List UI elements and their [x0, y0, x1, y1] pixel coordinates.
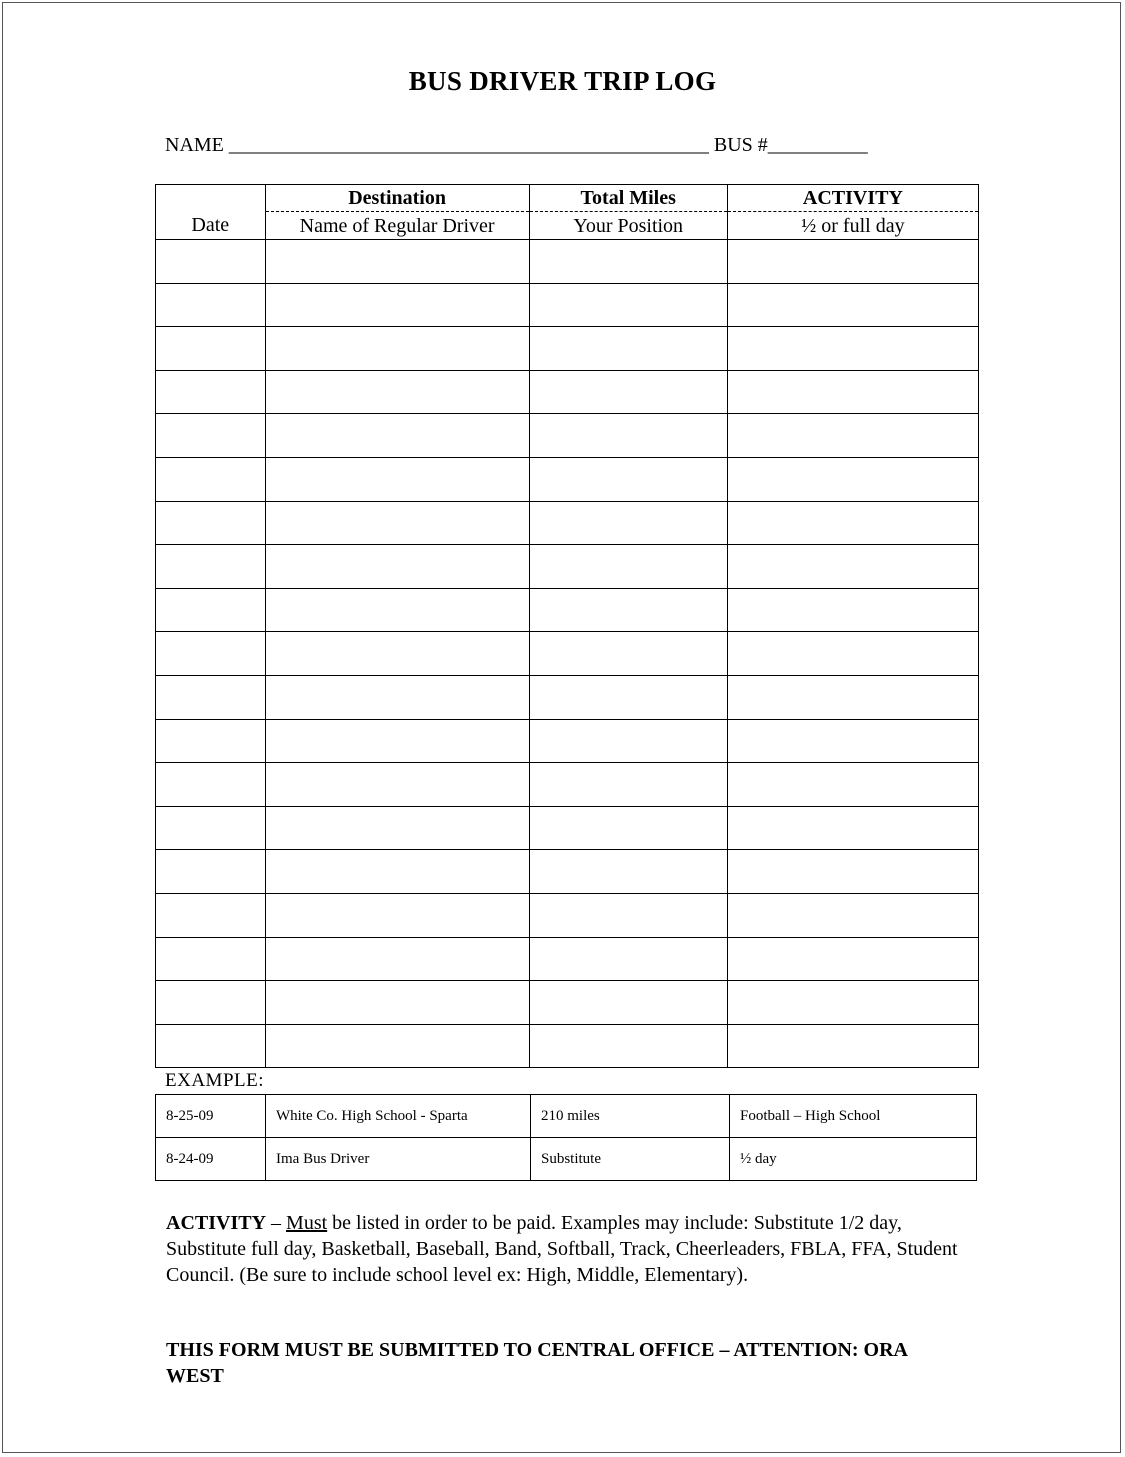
log-cell-activity[interactable]: [727, 763, 978, 807]
log-cell-activity[interactable]: [727, 806, 978, 850]
log-cell-activity[interactable]: [727, 981, 978, 1025]
log-cell-date[interactable]: [156, 806, 266, 850]
form-title: BUS DRIVER TRIP LOG: [408, 66, 717, 96]
table-row: [156, 937, 979, 981]
table-row: [156, 850, 979, 894]
log-cell-date[interactable]: [156, 719, 266, 763]
log-cell-miles[interactable]: [529, 588, 727, 632]
example-date: 8-25-09: [156, 1095, 266, 1138]
activity-note-text: be listed in order to be paid. Examples may include: Substitute 1/2 day, Substitute full day, Basketball, Baseball, Band, Softball, Track, Cheerleaders, FBLA, FFA, Student Council. (Be sure to include school level ex: High, Middle, Elementary).: [166, 1212, 958, 1286]
activity-note: [166, 1210, 966, 1288]
log-cell-activity[interactable]: [727, 501, 978, 545]
log-cell-date[interactable]: [156, 1024, 266, 1068]
log-cell-activity[interactable]: [727, 850, 978, 894]
log-cell-date[interactable]: [156, 981, 266, 1025]
log-cell-date[interactable]: [156, 893, 266, 937]
log-cell-destination[interactable]: [265, 327, 529, 371]
table-row: [156, 632, 979, 676]
log-cell-miles[interactable]: [529, 283, 727, 327]
log-cell-activity[interactable]: [727, 457, 978, 501]
table-row: [156, 806, 979, 850]
example-position: Substitute: [531, 1138, 730, 1181]
log-cell-miles[interactable]: [529, 719, 727, 763]
log-cell-miles[interactable]: [529, 1024, 727, 1068]
log-cell-date[interactable]: [156, 763, 266, 807]
log-cell-date[interactable]: [156, 850, 266, 894]
table-row: [156, 501, 979, 545]
header-activity-label: ACTIVITY: [728, 185, 978, 212]
log-cell-destination[interactable]: [265, 850, 529, 894]
log-cell-date[interactable]: [156, 501, 266, 545]
example-row: [156, 1138, 977, 1181]
table-row: [156, 763, 979, 807]
example-activity: Football – High School: [730, 1095, 977, 1138]
log-cell-destination[interactable]: [265, 763, 529, 807]
table-row: [156, 414, 979, 458]
example-table: [155, 1094, 977, 1181]
log-cell-miles[interactable]: [529, 327, 727, 371]
log-cell-activity[interactable]: [727, 675, 978, 719]
log-cell-date[interactable]: [156, 545, 266, 589]
log-cell-activity[interactable]: [727, 1024, 978, 1068]
header-activity: [727, 185, 978, 240]
log-cell-destination[interactable]: [265, 981, 529, 1025]
log-cell-activity[interactable]: [727, 327, 978, 371]
header-position-label: Your Position: [573, 215, 684, 237]
log-cell-date[interactable]: [156, 327, 266, 371]
activity-note-dash: –: [266, 1212, 287, 1234]
trip-log-table: [155, 184, 979, 1068]
log-cell-miles[interactable]: [529, 763, 727, 807]
log-cell-activity[interactable]: [727, 632, 978, 676]
log-cell-activity[interactable]: [727, 937, 978, 981]
table-header-row: [156, 185, 979, 240]
log-cell-miles[interactable]: [529, 457, 727, 501]
log-cell-destination[interactable]: [265, 414, 529, 458]
example-row: [156, 1095, 977, 1138]
submission-notice: THIS FORM MUST BE SUBMITTED TO CENTRAL OFFICE – ATTENTION: ORA WEST: [166, 1339, 907, 1387]
log-cell-destination[interactable]: [265, 1024, 529, 1068]
log-cell-activity[interactable]: [727, 719, 978, 763]
log-cell-date[interactable]: [156, 588, 266, 632]
log-cell-destination[interactable]: [265, 283, 529, 327]
trip-log-body: [156, 240, 979, 1068]
table-row: [156, 545, 979, 589]
log-cell-activity[interactable]: [727, 283, 978, 327]
log-cell-activity[interactable]: [727, 370, 978, 414]
log-cell-miles[interactable]: [529, 545, 727, 589]
log-cell-date[interactable]: [156, 283, 266, 327]
log-cell-miles[interactable]: [529, 501, 727, 545]
table-row: [156, 457, 979, 501]
log-cell-destination[interactable]: [265, 632, 529, 676]
table-row: [156, 893, 979, 937]
log-cell-date[interactable]: [156, 937, 266, 981]
log-cell-miles[interactable]: [529, 937, 727, 981]
table-row: [156, 327, 979, 371]
log-cell-date[interactable]: [156, 675, 266, 719]
header-total-miles-label: Total Miles: [530, 185, 727, 212]
log-cell-activity[interactable]: [727, 545, 978, 589]
table-row: [156, 370, 979, 414]
log-cell-destination[interactable]: [265, 588, 529, 632]
log-cell-destination[interactable]: [265, 806, 529, 850]
log-cell-date[interactable]: [156, 457, 266, 501]
log-cell-destination[interactable]: [265, 457, 529, 501]
log-cell-miles[interactable]: [529, 981, 727, 1025]
example-label: EXAMPLE:: [165, 1070, 264, 1091]
log-cell-miles[interactable]: [529, 850, 727, 894]
log-cell-date[interactable]: [156, 240, 266, 284]
log-cell-destination[interactable]: [265, 370, 529, 414]
table-row: [156, 240, 979, 284]
log-cell-destination[interactable]: [265, 719, 529, 763]
log-cell-activity[interactable]: [727, 414, 978, 458]
header-destination-label: Destination: [266, 185, 529, 212]
log-cell-destination[interactable]: [265, 893, 529, 937]
example-driver: Ima Bus Driver: [266, 1138, 531, 1181]
table-row: [156, 1024, 979, 1068]
table-row: [156, 981, 979, 1025]
log-cell-date[interactable]: [156, 370, 266, 414]
header-destination: [265, 185, 529, 240]
log-cell-activity[interactable]: [727, 893, 978, 937]
table-row: [156, 283, 979, 327]
log-cell-miles[interactable]: [529, 806, 727, 850]
table-row: [156, 719, 979, 763]
header-day-label: ½ or full day: [801, 215, 905, 237]
log-cell-destination[interactable]: [265, 937, 529, 981]
table-row: [156, 588, 979, 632]
example-destination: White Co. High School - Sparta: [266, 1095, 531, 1138]
log-cell-activity[interactable]: [727, 588, 978, 632]
log-cell-miles[interactable]: [529, 675, 727, 719]
header-total-miles: [529, 185, 727, 240]
log-cell-destination[interactable]: [265, 545, 529, 589]
name-bus-line[interactable]: NAME ________________________________________________ BUS #__________: [165, 134, 868, 156]
log-cell-miles[interactable]: [529, 893, 727, 937]
log-cell-activity[interactable]: [727, 240, 978, 284]
log-cell-destination[interactable]: [265, 675, 529, 719]
header-regular-driver-label: Name of Regular Driver: [299, 215, 495, 237]
log-cell-date[interactable]: [156, 414, 266, 458]
log-cell-destination[interactable]: [265, 501, 529, 545]
example-day: ½ day: [730, 1138, 977, 1181]
log-cell-date[interactable]: [156, 632, 266, 676]
activity-note-lead: ACTIVITY: [166, 1212, 267, 1234]
table-row: [156, 675, 979, 719]
log-cell-miles[interactable]: [529, 414, 727, 458]
example-date: 8-24-09: [156, 1138, 266, 1181]
log-cell-miles[interactable]: [529, 632, 727, 676]
header-date: Date: [156, 185, 266, 240]
example-miles: 210 miles: [531, 1095, 730, 1138]
activity-note-must: Must: [286, 1212, 328, 1234]
log-cell-miles[interactable]: [529, 240, 727, 284]
log-cell-miles[interactable]: [529, 370, 727, 414]
log-cell-destination[interactable]: [265, 240, 529, 284]
